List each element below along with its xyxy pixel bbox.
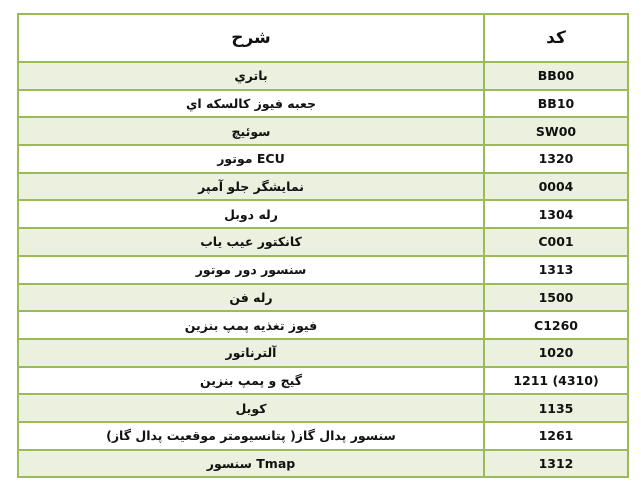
code-cell: 1135 — [484, 394, 628, 422]
header-description: شرح — [18, 14, 484, 62]
code-cell: C1260 — [484, 311, 628, 339]
code-cell: 1500 — [484, 284, 628, 312]
table-row — [18, 117, 628, 145]
description-cell: سوئيچ — [18, 117, 484, 145]
description-cell: Tmap سنسور — [18, 450, 484, 478]
description-cell: رله دوبل — [18, 200, 484, 228]
table-row — [18, 422, 628, 450]
code-cell: 1020 — [484, 339, 628, 367]
table-body — [18, 62, 628, 477]
description-cell: كانكتور عيب ياب — [18, 228, 484, 256]
table-row — [18, 228, 628, 256]
table-row — [18, 394, 628, 422]
code-cell: 1312 — [484, 450, 628, 478]
code-cell: BB10 — [484, 90, 628, 118]
code-cell: 1313 — [484, 256, 628, 284]
code-cell: 1320 — [484, 145, 628, 173]
description-cell: باتري — [18, 62, 484, 90]
table-row — [18, 339, 628, 367]
description-cell: فيوز تغذيه پمپ بنزين — [18, 311, 484, 339]
code-cell: 1261 — [484, 422, 628, 450]
description-cell: كويل — [18, 394, 484, 422]
table-row — [18, 450, 628, 478]
table-row — [18, 256, 628, 284]
code-cell: C001 — [484, 228, 628, 256]
description-cell: سنسور دور موتور — [18, 256, 484, 284]
code-cell: SW00 — [484, 117, 628, 145]
table-row — [18, 145, 628, 173]
code-cell: BB00 — [484, 62, 628, 90]
table-row — [18, 311, 628, 339]
table-row — [18, 367, 628, 395]
table-row — [18, 90, 628, 118]
code-description-table — [17, 13, 629, 478]
table-row — [18, 284, 628, 312]
code-cell: 0004 — [484, 173, 628, 201]
code-cell: 1304 — [484, 200, 628, 228]
table-header-row — [18, 14, 628, 62]
description-cell: ECU موتور — [18, 145, 484, 173]
header-code: کد — [484, 14, 628, 62]
description-cell: نمايشگر جلو آمپر — [18, 173, 484, 201]
description-cell: آلترناتور — [18, 339, 484, 367]
table-row — [18, 173, 628, 201]
description-cell: سنسور پدال گاز( پتانسيومتر موقعيت پدال گاز) — [18, 422, 484, 450]
description-cell: رله فن — [18, 284, 484, 312]
table-row — [18, 62, 628, 90]
table-row — [18, 200, 628, 228]
description-cell: گيج و پمپ بنزين — [18, 367, 484, 395]
code-cell: 1211 (4310) — [484, 367, 628, 395]
description-cell: جعبه فيوز كالسكه اي — [18, 90, 484, 118]
code-table-container — [17, 13, 629, 478]
